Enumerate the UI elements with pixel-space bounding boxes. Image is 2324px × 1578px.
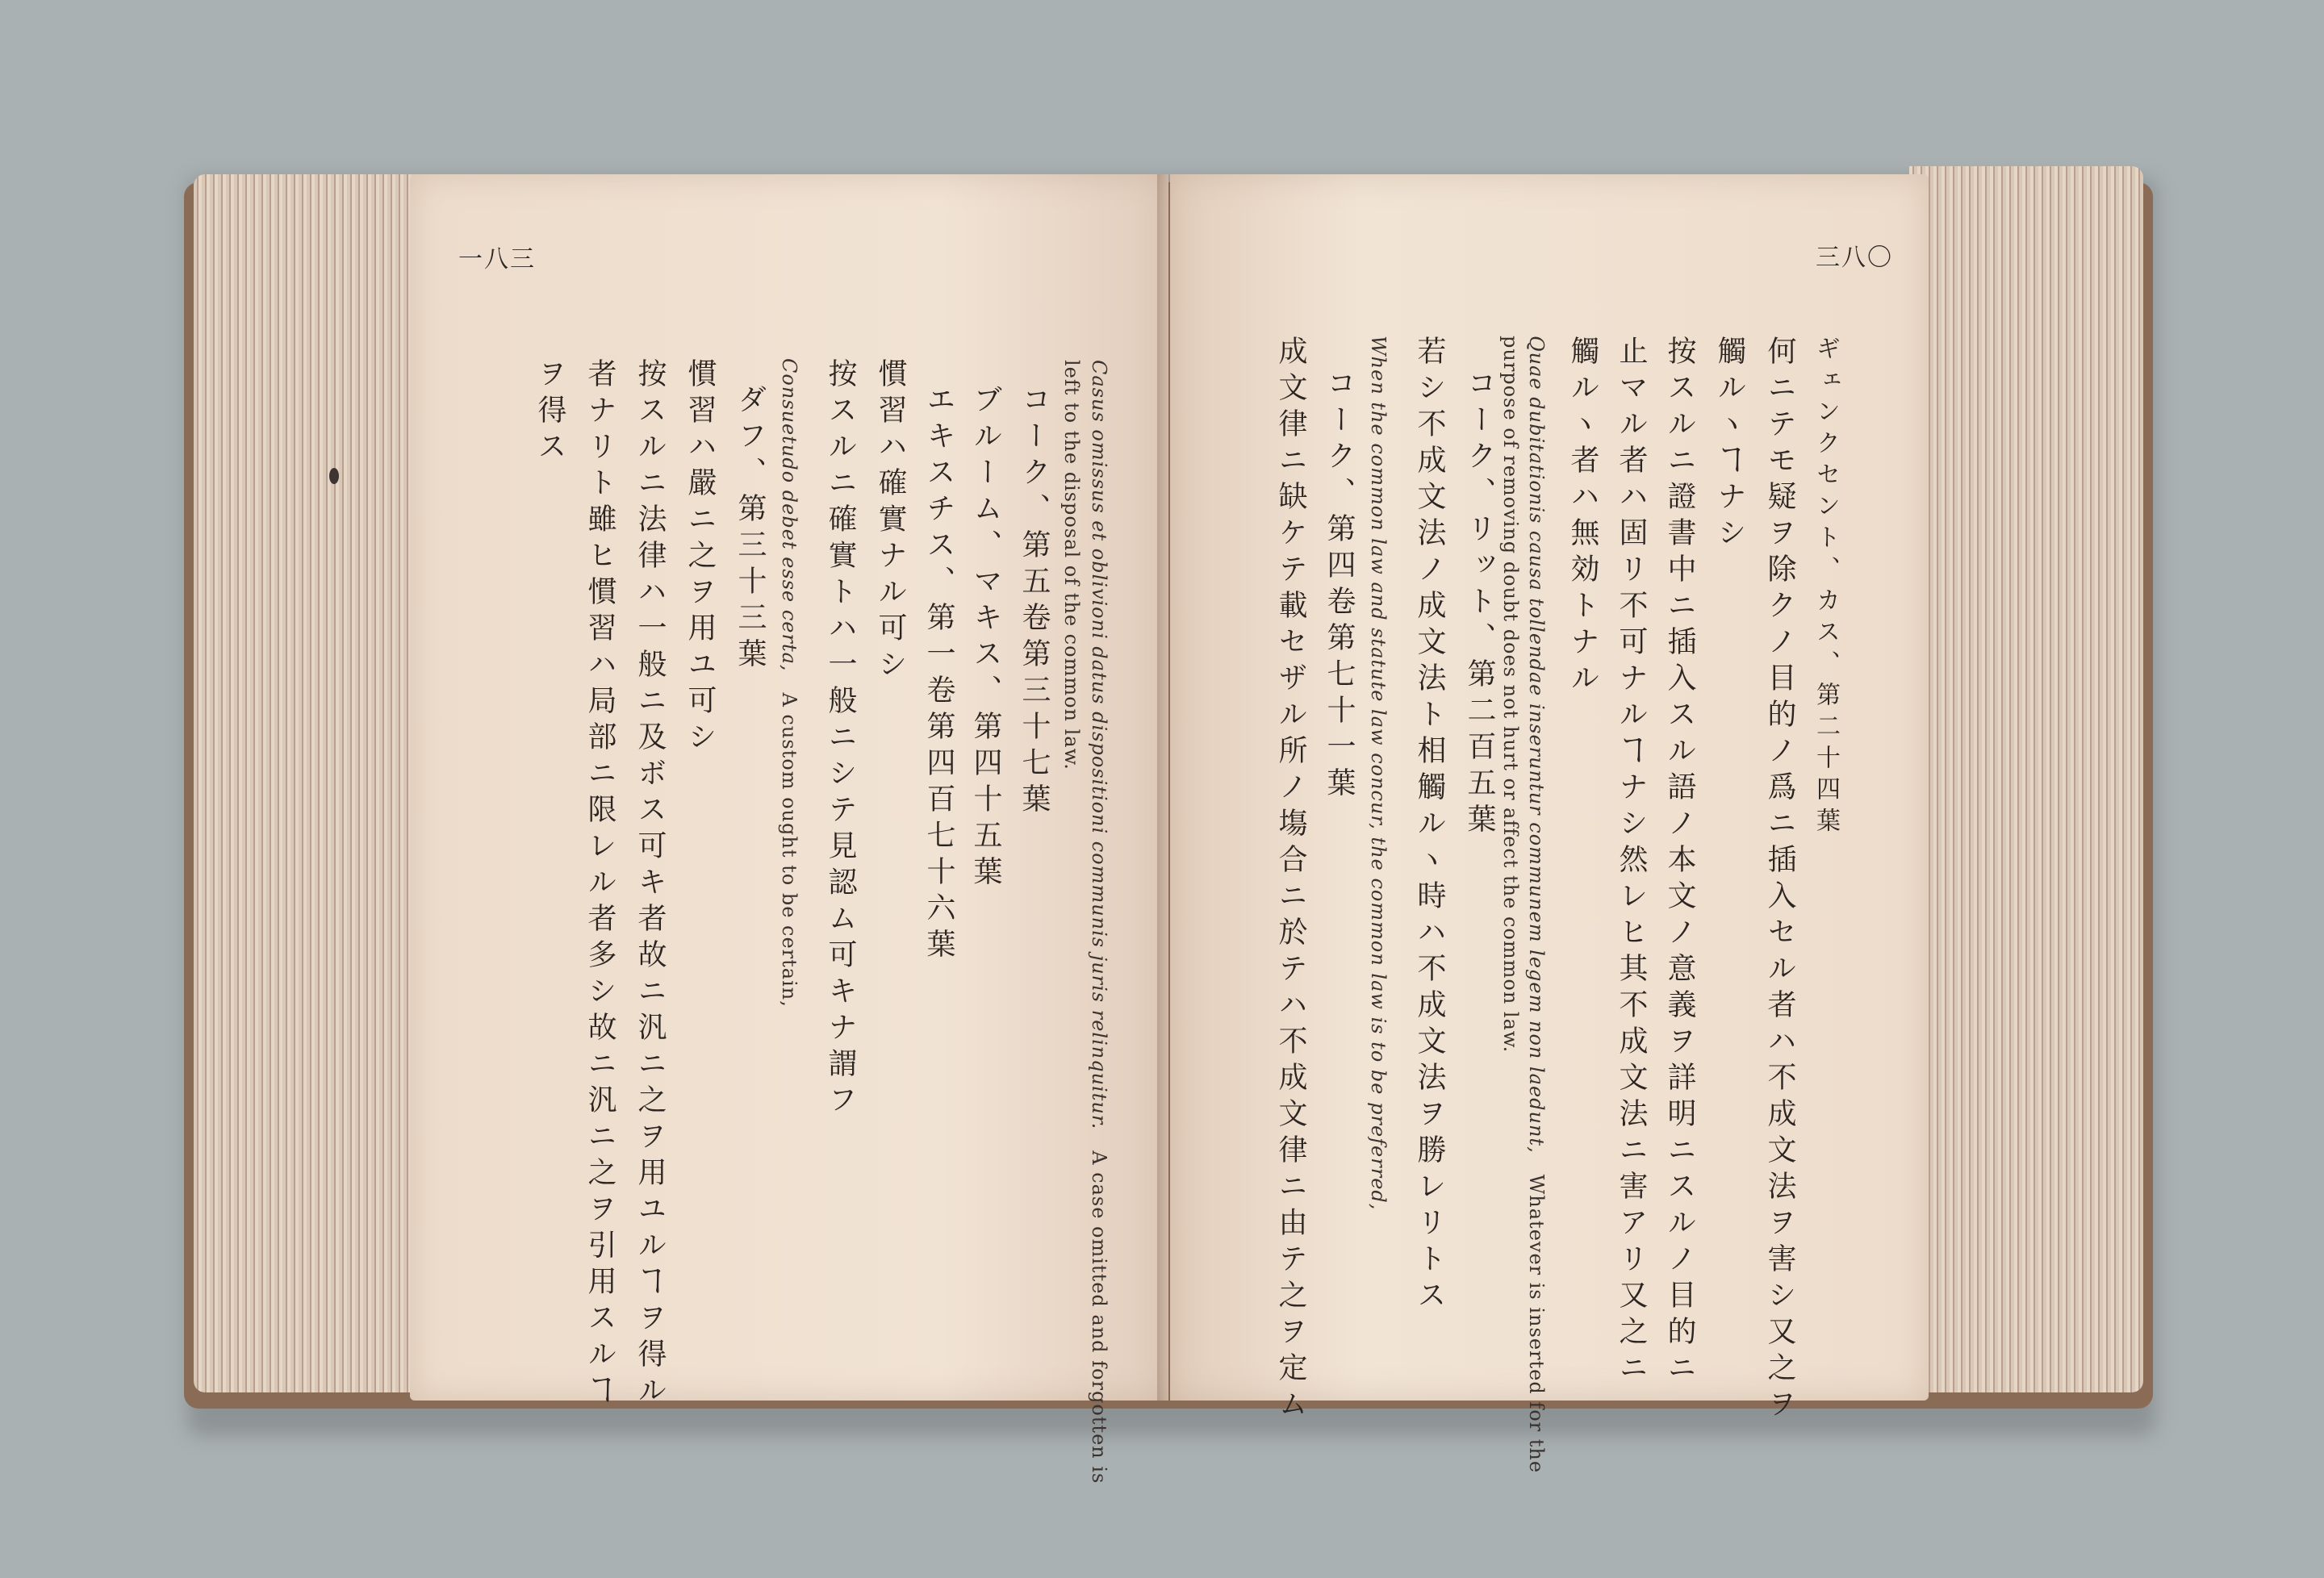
maxim-heading: 慣習ハ確實ナル可シ <box>874 358 907 685</box>
right-page-number: 三八〇 <box>1816 244 1893 272</box>
left-page-number: 一八三 <box>458 245 536 273</box>
commentary: 按スルニ證書中ニ插入スル語ノ本文ノ意義ヲ詳明ニスルノ目的ニ <box>1663 336 1696 1388</box>
page-edges-left <box>194 174 428 1392</box>
citation: ブルーム、マキス、第四十五葉 <box>969 384 1002 892</box>
english-translation: A case omitted and forgotten is <box>1088 1150 1110 1484</box>
citation: エキスチス、第一卷第四百七十六葉 <box>922 384 955 965</box>
english-translation: left to the disposal of the common law. <box>1060 360 1083 770</box>
text-column <box>1060 360 1083 770</box>
text-column <box>1088 360 1110 1484</box>
maxim-heading: 何ニテモ疑ヲ除クノ目的ノ爲ニ插入セル者ハ不成文法ヲ害シ又之ヲ <box>1763 336 1796 1425</box>
commentary: 按スルニ法律ハ一般ニ及ボス可キ者故ニ汎ニ之ヲ用ユルヿヲ得ル <box>633 358 667 1411</box>
text-column <box>1525 336 1548 1473</box>
latin-maxim: When the common law and statute law concur, the common law is to be preferred, <box>1367 336 1390 1211</box>
latin-maxim: Consuetudo debet esse certa, <box>778 358 800 672</box>
left-page <box>410 174 1168 1484</box>
english-translation: purpose of removing doubt does not hurt or affect the common law. <box>1499 336 1522 1054</box>
latin-maxim: Quae dubitationis causa tollendae inseruntur communem legem non laedunt, <box>1525 336 1548 1154</box>
open-book <box>184 158 2153 1484</box>
citation: コーク、リット、第二百五葉 <box>1463 368 1496 840</box>
commentary: ヲ得ス <box>533 358 566 467</box>
commentary: 止マル者ハ固リ不可ナルヿナシ然レヒ其不成文法ニ害アリ又之ニ <box>1615 336 1648 1388</box>
latin-maxim: Casus omissus et oblivioni datus dispositioni communis juris relinquitur. <box>1088 360 1110 1130</box>
binding-hole <box>329 468 339 484</box>
page-edges-right <box>1909 166 2143 1392</box>
maxim-heading: 慣習ハ嚴ニ之ヲ用ユ可シ <box>683 358 717 758</box>
english-translation: Whatever is inserted for the <box>1525 1174 1548 1474</box>
citation: ダフ、第三十三葉 <box>734 384 767 674</box>
citation: コーク、第五卷第三十七葉 <box>1018 384 1051 820</box>
text-column <box>1499 336 1522 1053</box>
citation: コーク、第四卷第七十一葉 <box>1323 368 1356 804</box>
maxim-heading: 觸ルヽヿナシ <box>1713 336 1746 553</box>
citation: ギェンクセント、カス、第二十四葉 <box>1812 336 1840 839</box>
commentary: 觸ルヽ者ハ無効トナル <box>1566 336 1599 699</box>
english-translation: A custom ought to be certain, <box>778 692 800 1008</box>
commentary: 者ナリト雖ヒ慣習ハ局部ニ限レル者多シ故ニ汎ニ之ヲ引用スルヿ <box>583 358 617 1411</box>
right-page <box>1170 174 1929 1474</box>
maxim-heading: 成文律ニ缺ケテ載セザル所ノ塲合ニ於テハ不成文律ニ由テ之ヲ定ム <box>1274 336 1307 1425</box>
text-column <box>1367 336 1390 1210</box>
commentary: 按スルニ確實トハ一般ニシテ見認ム可キナ謂フ <box>824 358 857 1121</box>
maxim-heading: 若シ不成文法ノ成文法ト相觸ルヽ時ハ不成文法ヲ勝レリトス <box>1413 336 1446 1316</box>
text-column <box>778 358 800 1008</box>
